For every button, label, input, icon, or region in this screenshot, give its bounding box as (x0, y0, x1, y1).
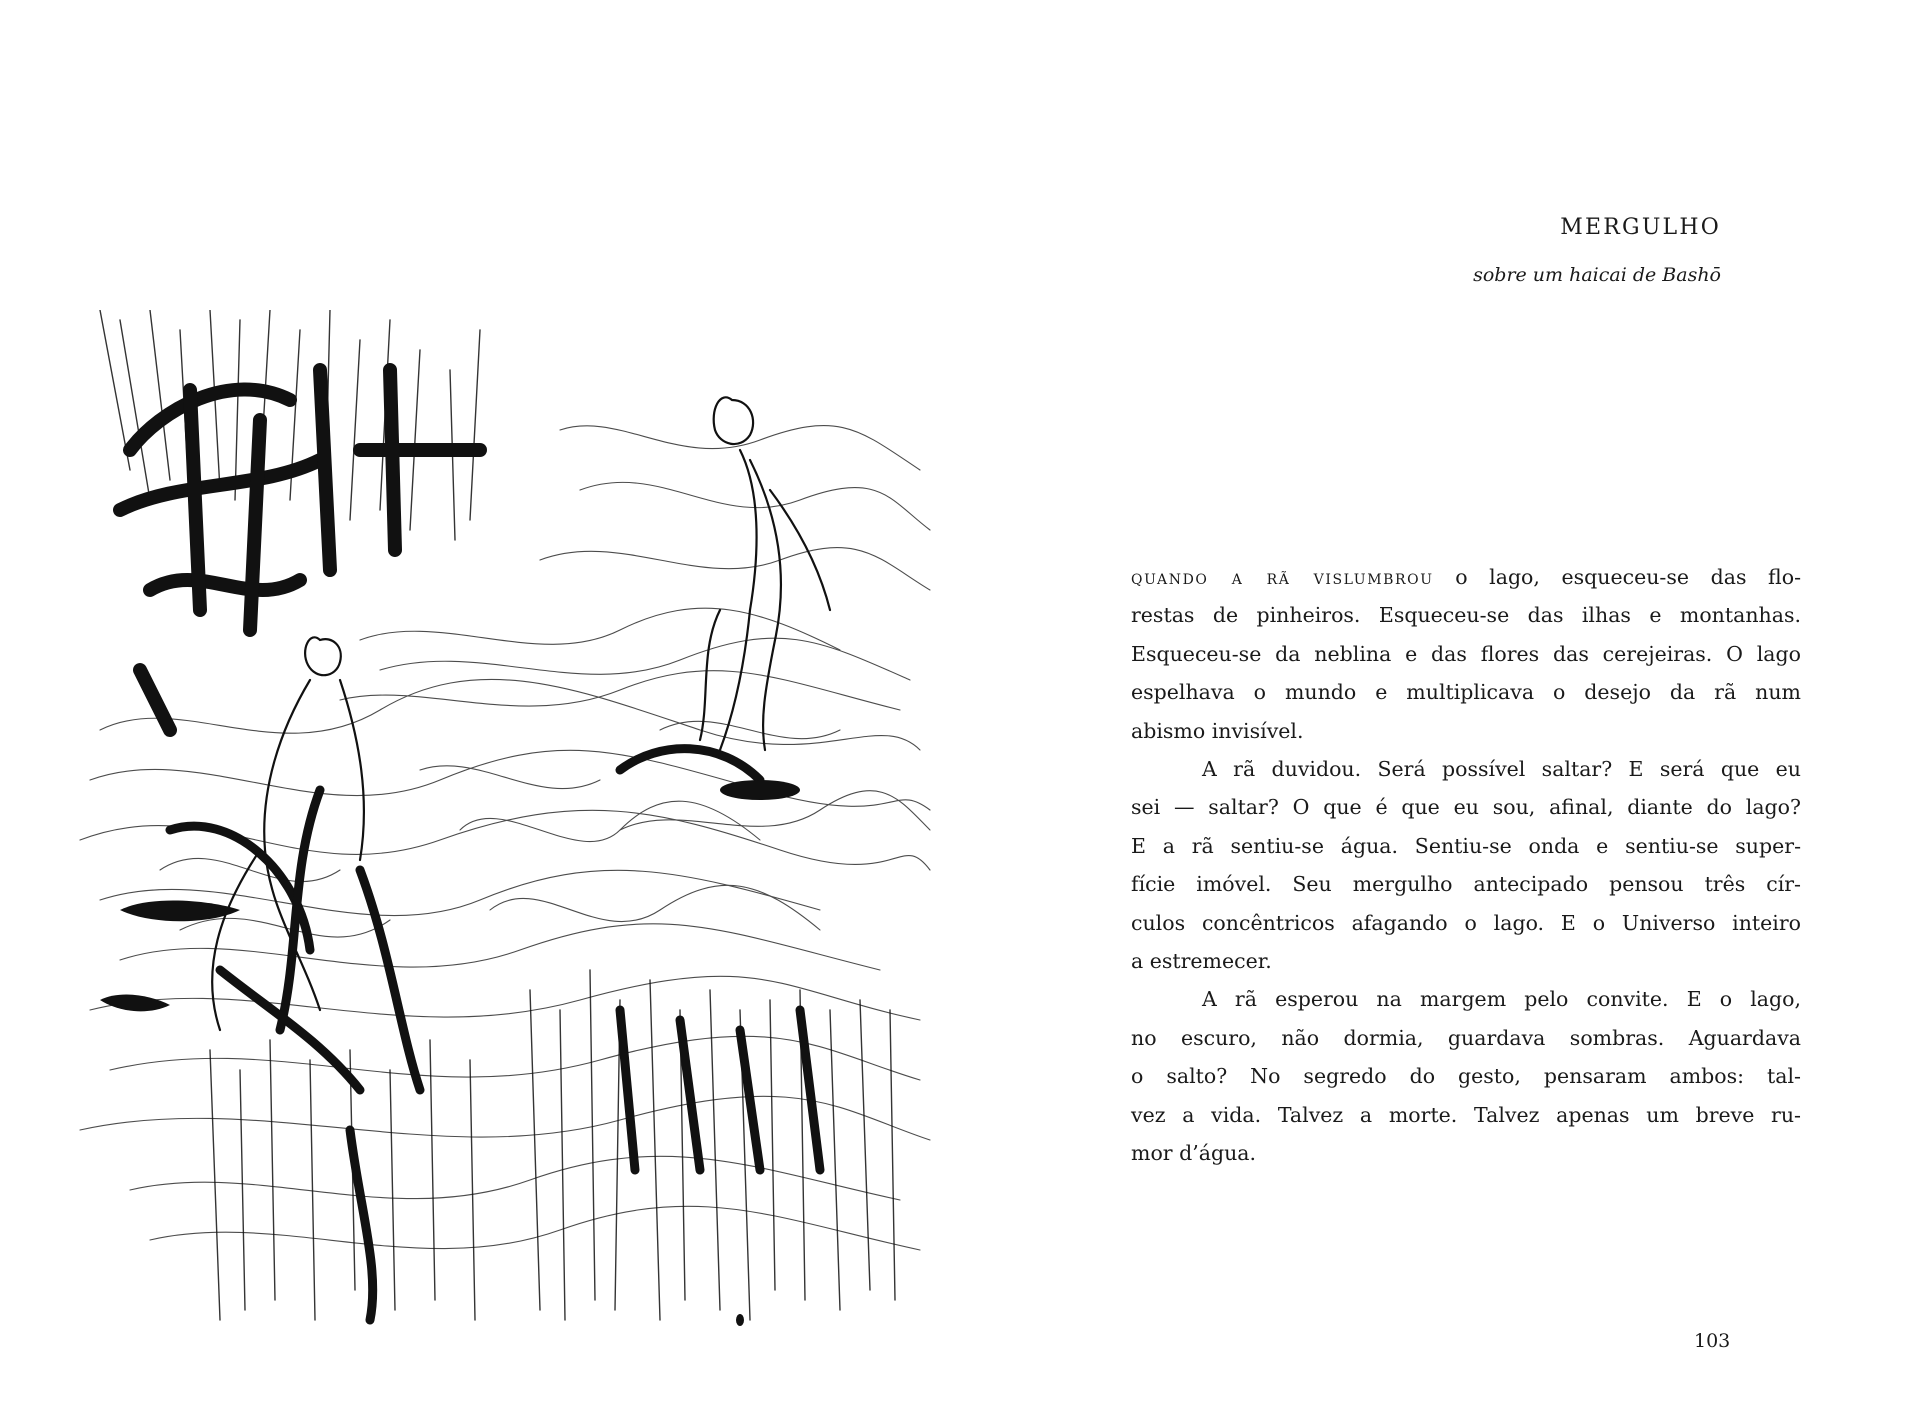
text-line: a estremecer. (1131, 949, 1272, 974)
story-heading (1473, 214, 1721, 288)
story-subtitle: sobre um haicai de Bashō (1473, 264, 1721, 286)
text-line: espelhava o mundo e multiplicava o desejo da rã num (1131, 680, 1801, 705)
page-number: 103 (1694, 1330, 1731, 1352)
story-title: MERGULHO (1560, 215, 1721, 240)
text-line: restas de pinheiros. Esqueceu-se das ilhas e montanhas. (1131, 603, 1801, 628)
text-line: abismo invisível. (1131, 718, 1304, 743)
text-line (1131, 558, 1801, 596)
text-line: o salto? No segredo do gesto, pensaram ambos: tal- (1131, 1064, 1801, 1089)
text-line: A rã esperou na margem pelo convite. E o lago, (1202, 987, 1801, 1012)
story-body (1131, 558, 1801, 1173)
text-line: A rã duvidou. Será possível saltar? E será que eu (1202, 757, 1801, 782)
grass-strokes (100, 310, 895, 1320)
heavy-ink-strokes (120, 370, 480, 730)
text-line: sei — saltar? O que é que eu sou, afinal, diante do lago? (1131, 795, 1801, 820)
text-line-content: o lago, esqueceu-se das flo- (1433, 565, 1801, 589)
text-line: mor d’água. (1131, 1141, 1257, 1166)
ink-sketch-illustration (60, 310, 940, 1330)
text-line: fície imóvel. Seu mergulho antecipado pensou três cír- (1131, 872, 1801, 897)
text-line: Esqueceu-se da neblina e das flores das cerejeiras. O lago (1131, 641, 1801, 666)
illustration-drawing (60, 310, 940, 1330)
text-line: E a rã sentiu-se água. Sentiu-se onda e sentiu-se super- (1131, 833, 1801, 858)
text-line: vez a vida. Talvez a morte. Talvez apenas um breve ru- (1131, 1102, 1801, 1127)
standing-figure (700, 397, 830, 750)
lead-smallcaps: quando a rã vislumbrou (1131, 565, 1434, 589)
text-line: no escuro, não dormia, guardava sombras. Aguardava (1131, 1025, 1801, 1050)
ink-blots (100, 780, 800, 1326)
text-line: culos concêntricos afagando o lago. E o Universo inteiro (1131, 910, 1801, 935)
